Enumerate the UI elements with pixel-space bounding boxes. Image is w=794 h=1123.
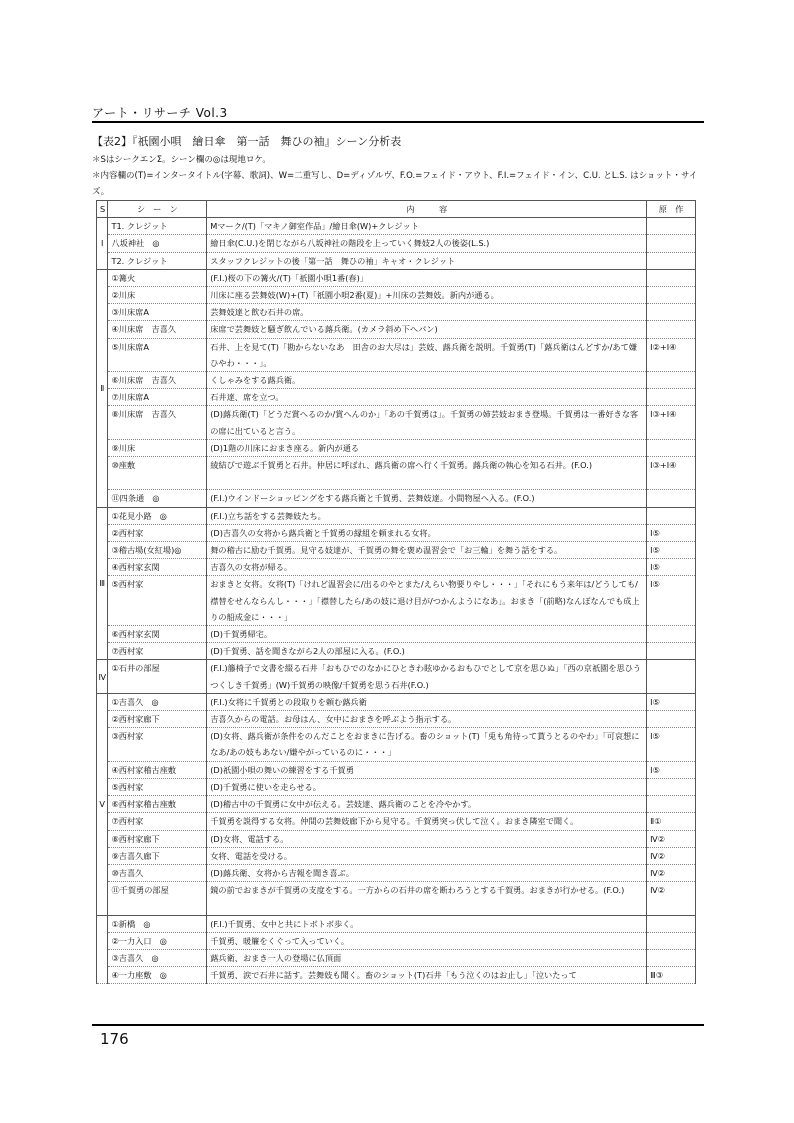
content-cell: 吉喜久からの電話。お母はん、女中におまきを呼ぶよう指示する。 <box>207 711 647 728</box>
column-header: 内 容 <box>207 201 647 218</box>
original-cell: Ⅰ③+Ⅰ④ <box>647 406 696 439</box>
scene-cell: ⑤川床席A <box>108 338 207 371</box>
scene-cell: ②西村家 <box>108 524 207 541</box>
table-row <box>97 372 696 389</box>
content-cell: おまきと女将。女将(T)「けれど温習会に/出るのやとまた/えらい物要りやし・・・」「それにもう来年は/どうしても/襟替をせんならんし・・・」「襟替したら/あの妓に退け目が/つかんようになあ」。おまき「(前略)なんぼなんでも成上りの船成金に・・・」 <box>207 576 647 626</box>
original-cell: Ⅰ⑤ <box>647 576 696 626</box>
content-cell: 千賀勇、涙で石井に話す。芸舞妓も聞く。畜のショット(T)石井「もう泣くのはお止し」「泣いたって <box>207 967 647 984</box>
content-cell: (D)1階の川床におまき座る。新内が通る <box>207 439 647 456</box>
content-cell: (F.I.)桜の下の篝火/(T)「祇園小唄1番(春)」 <box>207 269 647 286</box>
sequence-cell: Ⅳ <box>97 660 108 693</box>
original-cell <box>647 626 696 643</box>
scene-cell: ③稽古場(女紅場)◎ <box>108 542 207 559</box>
content-cell: (F.I.)籐椅子で文書を綴る石井「おもひでのなかにひときわ眩ゆかるおもひでとして京を思ひぬ」「西の京祇園を思ひうつくしき千賀勇」(W)千賀勇の映像/千賀勇を思う石井(F.O.) <box>207 660 647 693</box>
content-cell: 川床に座る芸舞妓(W)+(T)「祇園小唄2番(夏)」+川床の芸舞妓。新内が通る。 <box>207 287 647 304</box>
original-cell: Ⅰ②+Ⅰ④ <box>647 338 696 371</box>
original-cell: Ⅰ⑤ <box>647 524 696 541</box>
original-cell: Ⅲ③ <box>647 967 696 984</box>
table-row <box>97 457 696 490</box>
scene-cell: ④西村家玄関 <box>108 559 207 576</box>
scene-cell: ⑦西村家 <box>108 813 207 830</box>
content-cell: スタッフクレジットの後「第一話 舞ひの袖」キャオ・クレジット <box>207 252 647 269</box>
table-row <box>97 778 696 795</box>
table-row <box>97 643 696 660</box>
sequence-cell: Ⅲ <box>97 507 108 660</box>
scene-cell: ⑥川床席 吉喜久 <box>108 372 207 389</box>
content-cell: (F.I.)立ち話をする芸舞妓たち。 <box>207 507 647 524</box>
scene-cell: ①新橋 ◎ <box>108 915 207 932</box>
original-cell <box>647 490 696 507</box>
original-cell: Ⅰ⑤ <box>647 693 696 710</box>
table-row <box>97 660 696 693</box>
original-cell: Ⅳ② <box>647 830 696 847</box>
original-cell: Ⅱ① <box>647 813 696 830</box>
footer-rule <box>92 1024 704 1026</box>
scene-cell: ③吉喜久 ◎ <box>108 949 207 966</box>
scene-analysis-table <box>96 200 696 984</box>
original-cell: Ⅳ② <box>647 882 696 915</box>
scene-cell: ①篝火 <box>108 269 207 286</box>
content-cell: 舞の稽古に励む千賀勇。見守る妓達が、千賀勇の舞を褒め温習会で「お三輪」を舞う話をする。 <box>207 542 647 559</box>
column-header: S <box>97 201 108 218</box>
scene-cell: ③西村家 <box>108 728 207 761</box>
table-row <box>97 626 696 643</box>
table-row <box>97 813 696 830</box>
sequence-cell: Ⅱ <box>97 269 108 507</box>
original-cell <box>647 778 696 795</box>
table-row <box>97 287 696 304</box>
sequence-cell: Ⅰ <box>97 218 108 270</box>
table-row <box>97 711 696 728</box>
sequence-cell: Ⅴ <box>97 693 108 915</box>
scene-cell: ⑩吉喜久 <box>108 864 207 881</box>
table-row <box>97 915 696 932</box>
table-row <box>97 761 696 778</box>
original-cell <box>647 235 696 252</box>
column-header: 原 作 <box>647 201 696 218</box>
table-row <box>97 949 696 966</box>
scene-cell: ③川床席A <box>108 304 207 321</box>
scene-cell: ②西村家廊下 <box>108 711 207 728</box>
scene-cell: ①石井の部屋 <box>108 660 207 693</box>
page-number: 176 <box>100 1030 129 1048</box>
scene-cell: ①花見小路 ◎ <box>108 507 207 524</box>
original-cell: Ⅰ⑤ <box>647 761 696 778</box>
table-row <box>97 967 696 984</box>
original-cell: Ⅰ⑤ <box>647 559 696 576</box>
table-row <box>97 524 696 541</box>
table-row <box>97 507 696 524</box>
original-cell: Ⅰ⑤ <box>647 728 696 761</box>
scene-cell: ④川床席 吉喜久 <box>108 321 207 338</box>
scene-cell: ⑦西村家 <box>108 643 207 660</box>
content-cell: (D)千賀勇、話を聞きながら2人の部屋に入る。(F.O.) <box>207 643 647 660</box>
table-row <box>97 389 696 406</box>
original-cell <box>647 796 696 813</box>
table-row <box>97 830 696 847</box>
scene-cell: ⑦川床席A <box>108 389 207 406</box>
original-cell <box>647 949 696 966</box>
original-cell <box>647 287 696 304</box>
scene-cell: ④一力座敷 ◎ <box>108 967 207 984</box>
table-row <box>97 542 696 559</box>
scene-cell: 八坂神社 ◎ <box>108 235 207 252</box>
table-row <box>97 304 696 321</box>
scene-cell: ⑪千賀勇の部屋 <box>108 882 207 915</box>
content-cell: Mマーク/(T)「マキノ御室作品」/繪日傘(W)+クレジット <box>207 218 647 235</box>
table-row <box>97 728 696 761</box>
header-rule <box>92 121 704 123</box>
table-row <box>97 796 696 813</box>
original-cell <box>647 660 696 693</box>
content-cell: (D)女将、蕗兵衛が条件をのんだことをおまきに告げる。畜のショット(T)「兎も角待って貰うとるのやわ」「可哀想になあ/あの妓もあない/嫌やがっているのに・・・」 <box>207 728 647 761</box>
table-body <box>97 218 696 984</box>
table-header-row <box>97 201 696 218</box>
scene-cell: ⑤西村家 <box>108 778 207 795</box>
column-header: シ ー ン <box>108 201 207 218</box>
table-row <box>97 882 696 915</box>
content-cell: 千賀勇を説得する女将。仲間の芸舞妓廊下から見守る。千賀勇突っ伏して泣く。おまき隣室で聞く。 <box>207 813 647 830</box>
note-line: ＊SはシークエンΣ。シーン欄の◎は現地ロケ。 <box>92 155 271 165</box>
content-cell: 芸舞妓達と飲む石井の席。 <box>207 304 647 321</box>
original-cell <box>647 439 696 456</box>
content-cell: 石井達、席を立つ。 <box>207 389 647 406</box>
scene-cell: ⑨川床 <box>108 439 207 456</box>
original-cell: Ⅰ⑤ <box>647 542 696 559</box>
table-caption: 【表2】『祇園小唄 繪日傘 第一話 舞ひの袖』シーン分析表 <box>92 135 402 148</box>
content-cell: 吉喜久の女将が帰る。 <box>207 559 647 576</box>
scene-cell: ⑧西村家廊下 <box>108 830 207 847</box>
content-cell: (D)吉喜久の女将から蕗兵衛と千賀勇の縁組を頼まれる女将。 <box>207 524 647 541</box>
content-cell: 石井、上を見て(T)「勘からないなあ 田舎のお大尽は」芸妓、蕗兵衛を説明。千賀勇(T)「蕗兵衛はんどすか/あて嫌ひやわ・・・」。 <box>207 338 647 371</box>
scene-cell: ⑩座敷 <box>108 457 207 490</box>
table-row <box>97 338 696 371</box>
table-row <box>97 490 696 507</box>
scene-cell: ①吉喜久 ◎ <box>108 693 207 710</box>
running-header: アート・リサーチ Vol.3 <box>92 106 228 120</box>
table-row <box>97 439 696 456</box>
original-cell: Ⅳ② <box>647 864 696 881</box>
content-cell: (F.I.)女将に千賀勇との段取りを頼む蕗兵衛 <box>207 693 647 710</box>
content-cell: (D)稽古中の千賀勇に女中が伝える。芸妓達、蕗兵衛のことを冷やかす。 <box>207 796 647 813</box>
content-cell: (D)祇園小唄の舞いの練習をする千賀勇 <box>207 761 647 778</box>
table-row <box>97 235 696 252</box>
table-row <box>97 406 696 439</box>
sequence-cell <box>97 915 108 984</box>
content-cell: くしゃみをする蕗兵衛。 <box>207 372 647 389</box>
content-cell: 千賀勇、暖簾をくぐって入っていく。 <box>207 932 647 949</box>
scene-cell: ⑥西村家稽古座敷 <box>108 796 207 813</box>
content-cell: 蕗兵衛、おまき一人の登場に仏頂面 <box>207 949 647 966</box>
scene-cell: T1. クレジット <box>108 218 207 235</box>
content-cell: (D)蕗兵衛、女将から吉報を聞き喜ぶ。 <box>207 864 647 881</box>
scene-cell: ②一力入口 ◎ <box>108 932 207 949</box>
original-cell <box>647 304 696 321</box>
original-cell <box>647 269 696 286</box>
content-cell: 綾結びで遊ぶ千賀勇と石井。仲居に呼ばれ、蕗兵衛の席へ行く千賀勇。蕗兵衛の執心を知る石井。(F.O.) <box>207 457 647 490</box>
table-row <box>97 252 696 269</box>
content-cell: (F.I.)ウインドーショッピングをする蕗兵衛と千賀勇、芸舞妓達。小間物屋へ入る。(F.O.) <box>207 490 647 507</box>
table-row <box>97 321 696 338</box>
scene-cell: T2. クレジット <box>108 252 207 269</box>
content-cell: (D)蕗兵衛(T)「どうだ賞へるのか/賞へんのか」「あの千賀勇は」。千賀勇の姉芸妓おまき登場。千賀勇は一番好きな客の席に出ていると言う。 <box>207 406 647 439</box>
scene-cell: ②川床 <box>108 287 207 304</box>
original-cell <box>647 643 696 660</box>
original-cell <box>647 711 696 728</box>
table-row <box>97 932 696 949</box>
table-row <box>97 559 696 576</box>
table-row <box>97 269 696 286</box>
table-row <box>97 576 696 626</box>
content-cell: (D)千賀勇に使いを走らせる。 <box>207 778 647 795</box>
scene-cell: ⑨吉喜久廊下 <box>108 847 207 864</box>
original-cell <box>647 389 696 406</box>
original-cell <box>647 915 696 932</box>
table-row <box>97 693 696 710</box>
scene-cell: ⑥西村家玄関 <box>108 626 207 643</box>
original-cell <box>647 252 696 269</box>
original-cell <box>647 372 696 389</box>
content-cell: 床席で芸舞妓と騒ぎ飲んでいる蕗兵衛。(カメラ斜め下へパン) <box>207 321 647 338</box>
scene-cell: ⑧川床席 吉喜久 <box>108 406 207 439</box>
note-line: ＊内容欄の(T)=インタータイトル(字幕、歌詞)、W=二重写し、D=ディゾルヴ、F.O.=フェイド・アウト、F.I.=フェイド・イン、C.U. とL.S. はショット・サイズ。 <box>92 171 698 197</box>
table-row <box>97 847 696 864</box>
content-cell: (D)女将、電話する。 <box>207 830 647 847</box>
scene-cell: ⑤西村家 <box>108 576 207 626</box>
content-cell: 女将、電話を受ける。 <box>207 847 647 864</box>
content-cell: (F.I.)千賀勇、女中と共にトボトボ歩く。 <box>207 915 647 932</box>
content-cell: (D)千賀勇帰宅。 <box>207 626 647 643</box>
original-cell <box>647 218 696 235</box>
content-cell: 繪日傘(C.U.)を閉じながら八坂神社の階段を上っていく舞妓2人の後姿(L.S.) <box>207 235 647 252</box>
scene-cell: ④西村家稽古座敷 <box>108 761 207 778</box>
original-cell: Ⅳ② <box>647 847 696 864</box>
original-cell <box>647 507 696 524</box>
scene-cell: ⑪四条通 ◎ <box>108 490 207 507</box>
original-cell <box>647 321 696 338</box>
table-row <box>97 864 696 881</box>
original-cell: Ⅰ③+Ⅰ④ <box>647 457 696 490</box>
table-row <box>97 218 696 235</box>
content-cell: 鏡の前でおまきが千賀勇の支度をする。一方からの石井の席を断わろうとする千賀勇。おまきが行かせる。(F.O.) <box>207 882 647 915</box>
original-cell <box>647 932 696 949</box>
